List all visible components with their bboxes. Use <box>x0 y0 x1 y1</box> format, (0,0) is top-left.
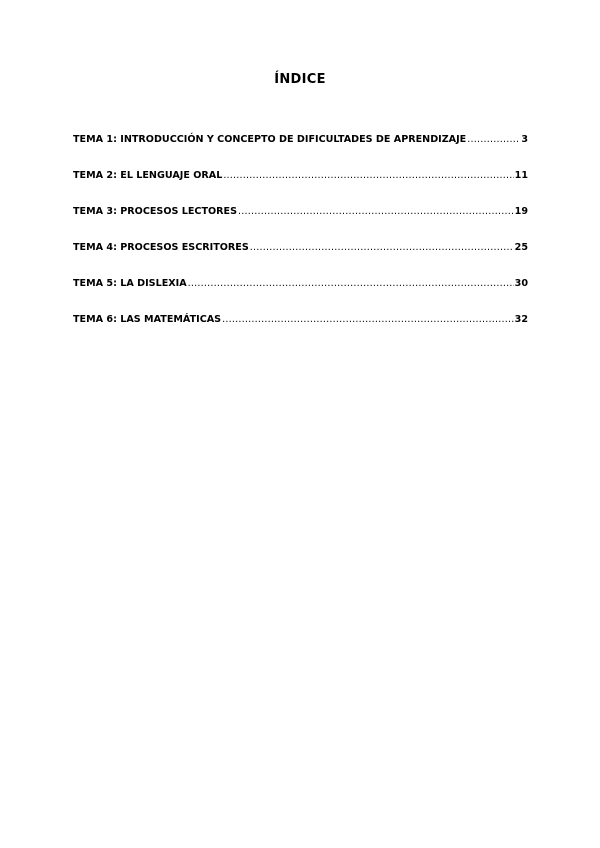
toc-page-number: 11 <box>514 170 528 181</box>
toc-dot-leader <box>467 134 520 145</box>
toc-page-number: 30 <box>514 278 528 289</box>
page-title: ÍNDICE <box>274 72 326 87</box>
toc-entry-tema-6[interactable] <box>73 314 528 350</box>
toc-entry-tema-4[interactable] <box>73 242 528 278</box>
toc-page-number: 25 <box>514 242 528 253</box>
toc-entry-tema-1[interactable] <box>73 134 528 170</box>
toc-entry-label: TEMA 3: PROCESOS LECTORES <box>73 206 238 217</box>
toc-entry-tema-3[interactable] <box>73 206 528 242</box>
toc-entry-tema-5[interactable] <box>73 278 528 314</box>
toc-entry-label: TEMA 5: LA DISLEXIA <box>73 278 187 289</box>
toc-dot-leader <box>223 170 513 181</box>
toc-page-number: 3 <box>521 134 528 145</box>
toc-dot-leader <box>222 314 514 325</box>
table-of-contents <box>73 134 528 350</box>
toc-page-number: 19 <box>514 206 528 217</box>
toc-entry-label: TEMA 6: LAS MATEMÁTICAS <box>73 314 222 325</box>
toc-dot-leader <box>238 206 514 217</box>
toc-entry-label: TEMA 2: EL LENGUAJE ORAL <box>73 170 223 181</box>
toc-dot-leader <box>250 242 514 253</box>
toc-entry-label: TEMA 1: INTRODUCCIÓN Y CONCEPTO DE DIFICULTADES DE APRENDIZAJE <box>73 134 467 145</box>
toc-entry-tema-2[interactable] <box>73 170 528 206</box>
toc-entry-label: TEMA 4: PROCESOS ESCRITORES <box>73 242 249 253</box>
toc-dot-leader <box>188 278 514 289</box>
toc-page-number: 32 <box>514 314 528 325</box>
